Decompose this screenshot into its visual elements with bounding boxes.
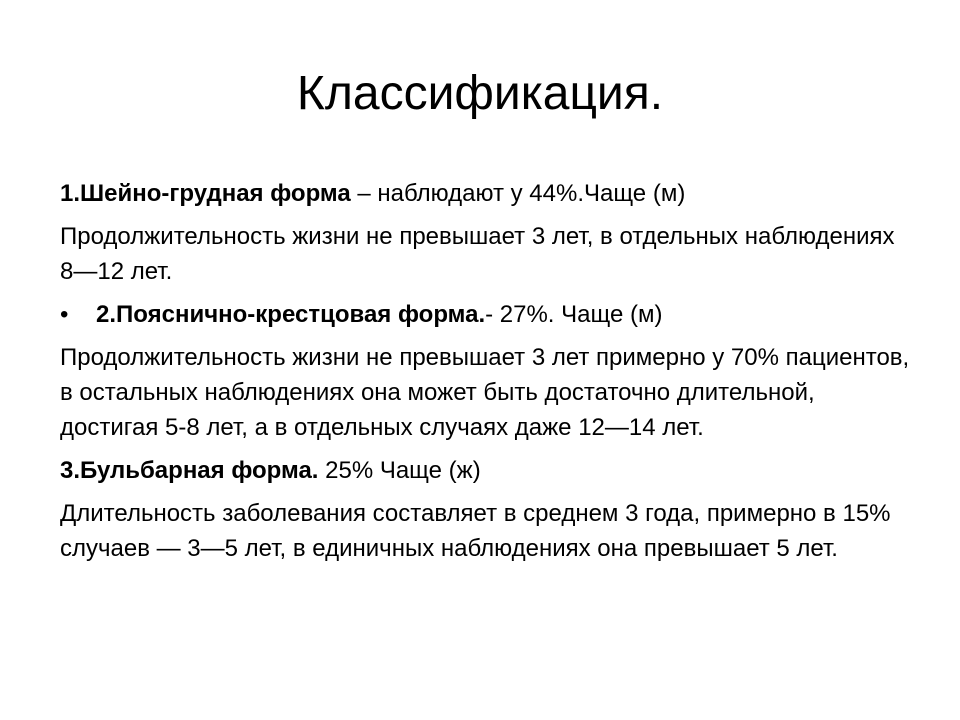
- slide-content: [60, 176, 910, 574]
- bulbar-form-heading: 3.Бульбарная форма.: [60, 457, 319, 484]
- cervical-thoracic-form-description: Продолжительность жизни не превышает 3 лет, в отдельных наблюдениях 8—12 лет.: [60, 223, 895, 285]
- bulbar-form-description: Длительность заболевания составляет в среднем 3 года, примерно в 15% случаев — 3—5 лет, в единичных наблюдениях она превышает 5 лет.: [60, 500, 891, 562]
- bulbar-form-line: [60, 453, 910, 488]
- lumbosacral-form-stats: - 27%. Чаще (м): [485, 301, 663, 328]
- bullet-icon: •: [60, 301, 69, 328]
- lumbosacral-form-line: [60, 297, 910, 332]
- lumbosacral-form-heading: 2.Пояснично-крестцовая форма.: [96, 301, 486, 328]
- lumbosacral-form-description: Продолжительность жизни не превышает 3 лет примерно у 70% пациентов, в остальных наблюдениях она может быть достаточно длительной, достигая 5-8 лет, а в отдельных случаях даже 12—14 лет.: [60, 344, 910, 441]
- bulbar-form-stats: 25% Чаще (ж): [318, 457, 481, 484]
- cervical-thoracic-form-heading: 1.Шейно-грудная форма: [60, 180, 351, 207]
- cervical-thoracic-form-line: [60, 176, 910, 211]
- slide-title: Классификация.: [296, 67, 664, 120]
- cervical-thoracic-form-stats: – наблюдают у 44%.Чаще (м): [350, 180, 686, 207]
